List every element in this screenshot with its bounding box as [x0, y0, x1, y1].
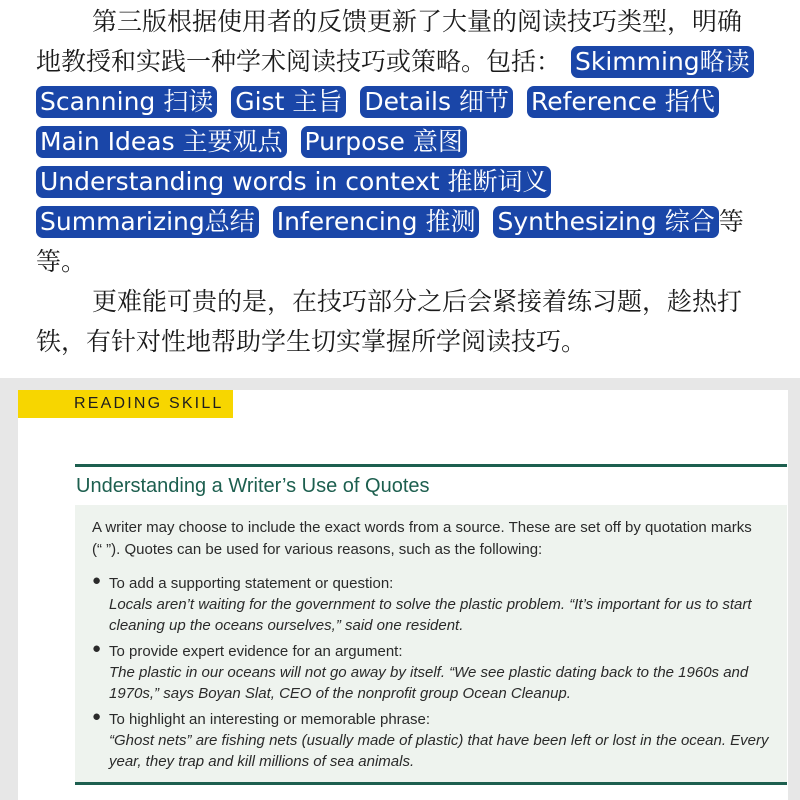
box-top-rule — [75, 464, 787, 467]
intro-line-6 — [36, 206, 744, 238]
item-2-example-line-1: The plastic in our oceans will not go away by itself. “We see plastic dating back to the 1960s and — [109, 664, 749, 681]
box-bottom-rule — [75, 782, 787, 785]
item-1-example-line-1: Locals aren’t waiting for the government to solve the plastic problem. “It’s important for us to start — [109, 596, 752, 613]
skill-tag-gist: Gist 主旨 — [231, 86, 346, 118]
skill-tag-skimming: Skimming略读 — [571, 46, 754, 78]
skill-tag-inferencing: Inferencing 推测 — [273, 206, 480, 238]
item-3-example-line-2: year, they trap and kill millions of sea animals. — [109, 753, 415, 770]
skill-intro-line-1: A writer may choose to include the exact words from a source. These are set off by quotation marks — [92, 519, 752, 536]
item-3-example-line-1: “Ghost nets” are fishing nets (usually made of plastic) that have been left or lost in the ocean. Every — [109, 732, 769, 749]
intro-text-block — [36, 0, 788, 378]
skill-tag-details: Details 细节 — [360, 86, 513, 118]
skill-intro-line-2: (“ ”). Quotes can be used for various reasons, such as the following: — [92, 541, 543, 558]
reading-skill-label: READING SKILL — [18, 390, 233, 418]
item-2-heading: To provide expert evidence for an argument: — [109, 643, 403, 660]
intro-line-2 — [36, 46, 754, 78]
skill-box-title: Understanding a Writer’s Use of Quotes — [76, 475, 430, 497]
bullet-icon: ● — [92, 572, 102, 589]
skill-tag-main-ideas: Main Ideas 主要观点 — [36, 126, 287, 158]
bullet-icon: ● — [92, 708, 102, 725]
item-1-example-line-2: cleaning up the oceans ourselves,” said one resident. — [109, 617, 464, 634]
skill-tag-understanding-words: Understanding words in context 推断词义 — [36, 166, 551, 198]
intro-line-6-suffix: 等 — [718, 207, 744, 236]
intro-line-5 — [36, 166, 551, 198]
item-1-heading: To add a supporting statement or question: — [109, 575, 394, 592]
intro-line-7: 等。 — [36, 247, 87, 276]
skill-tag-synthesizing: Synthesizing 综合 — [493, 206, 718, 238]
skill-tag-purpose: Purpose 意图 — [301, 126, 467, 158]
bullet-icon: ● — [92, 640, 102, 657]
item-3-heading: To highlight an interesting or memorable phrase: — [109, 711, 431, 728]
skill-tag-summarizing: Summarizing总结 — [36, 206, 259, 238]
intro-line-2-text: 地教授和实践一种学术阅读技巧或策略。包括： — [36, 47, 562, 76]
skill-tag-reference: Reference 指代 — [527, 86, 719, 118]
skill-tag-scanning: Scanning 扫读 — [36, 86, 217, 118]
intro-line-3 — [36, 86, 719, 118]
intro-line-4 — [36, 126, 467, 158]
intro-line-9: 铁，有针对性地帮助学生切实掌握所学阅读技巧。 — [36, 327, 587, 356]
intro-line-1: 第三版根据使用者的反馈更新了大量的阅读技巧类型，明确 — [92, 7, 743, 36]
intro-line-8: 更难能可贵的是，在技巧部分之后会紧接着练习题，趁热打 — [92, 287, 743, 316]
item-2-example-line-2: 1970s,” says Boyan Slat, CEO of the nonprofit group Ocean Cleanup. — [109, 685, 571, 702]
